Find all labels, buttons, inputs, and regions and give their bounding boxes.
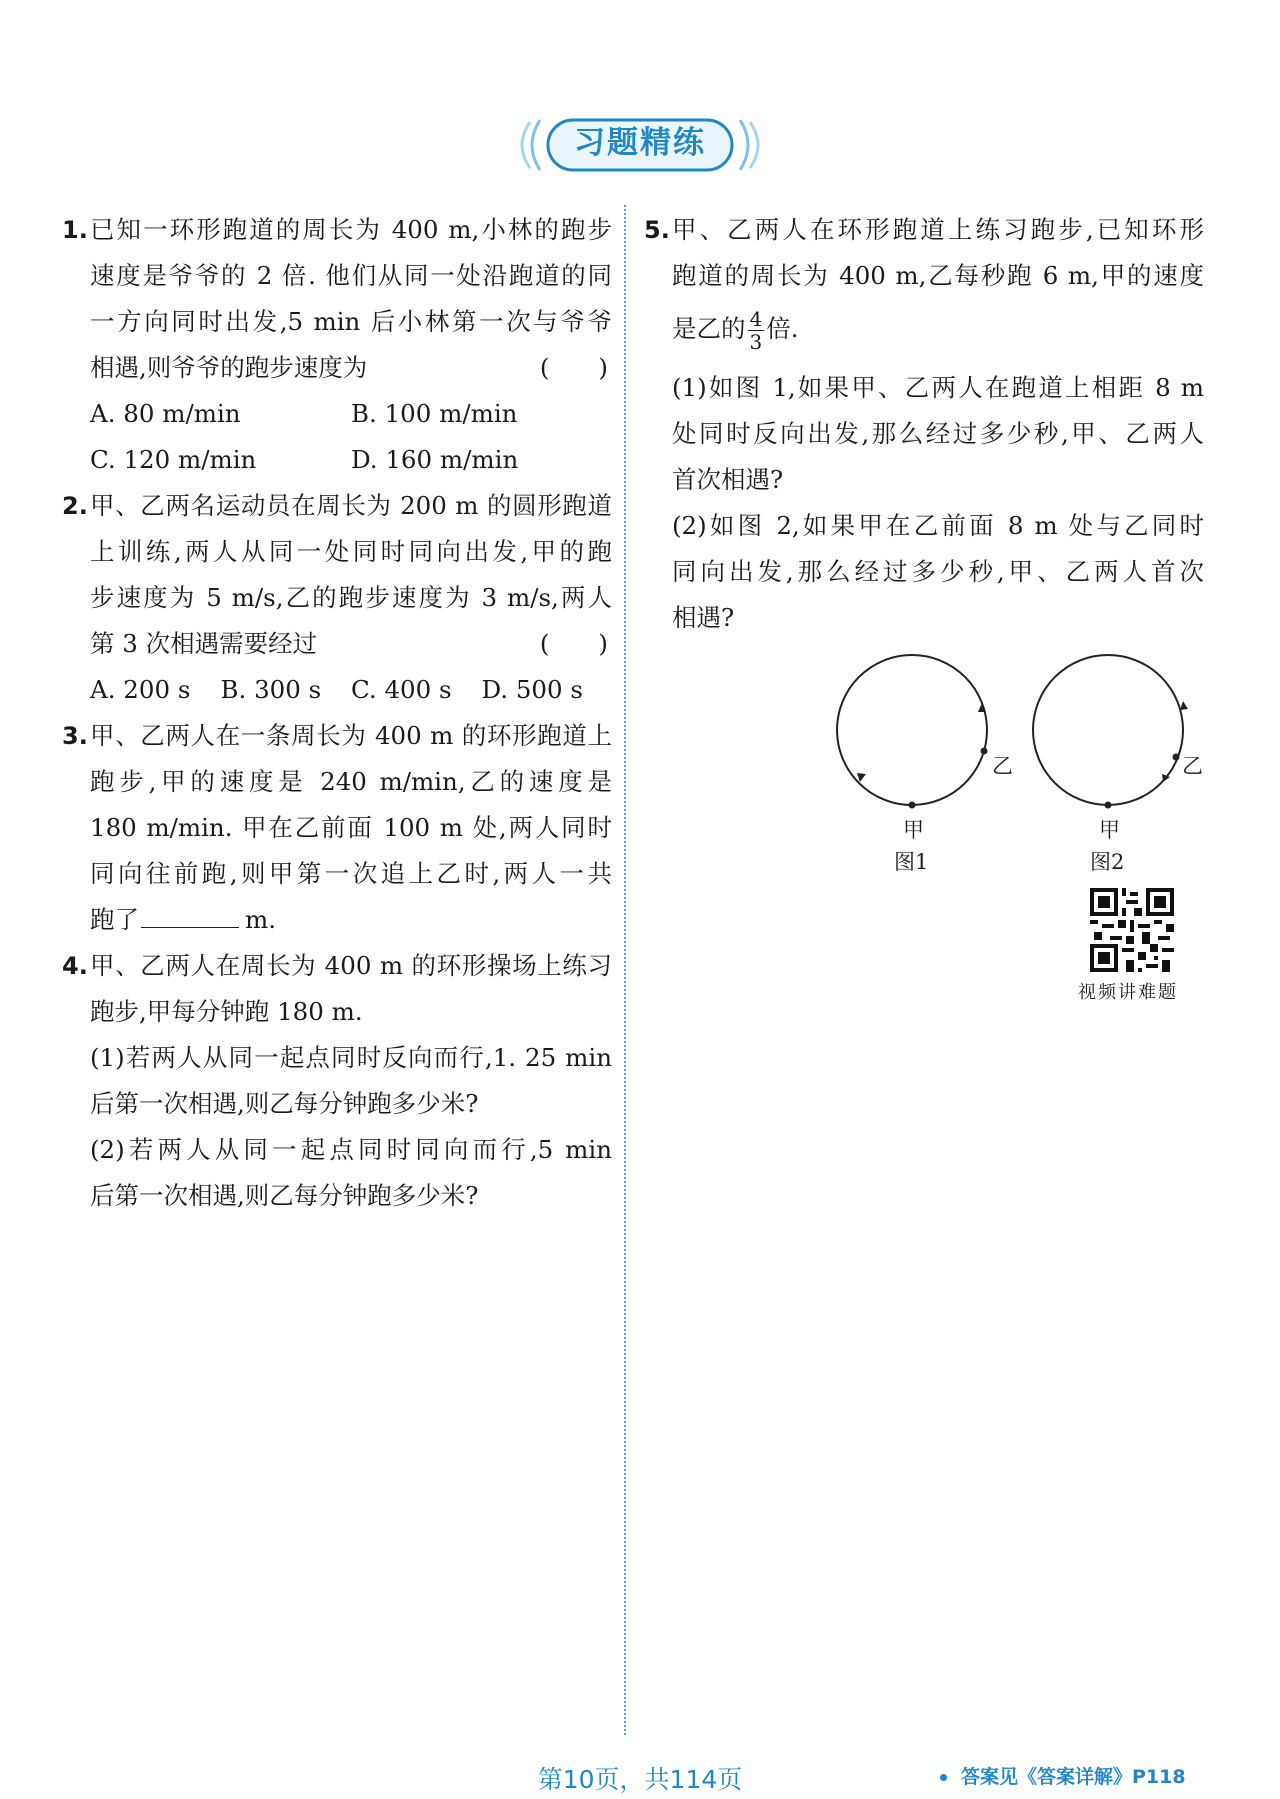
- option-a: A. 80 m/min: [90, 399, 241, 428]
- question-text-line: [90, 345, 612, 391]
- fraction-numerator: 4: [749, 307, 763, 331]
- qr-caption: 视频讲难题: [1078, 982, 1178, 1003]
- question-text-line: 甲、乙两名运动员在周长为 200 m 的圆形跑道: [90, 491, 612, 520]
- question-text-line: 同向往前跑,则甲第一次追上乙时,两人一共: [90, 859, 612, 888]
- subquestion-line: 相遇?: [672, 603, 735, 632]
- answer-parentheses: ( ): [539, 353, 608, 382]
- fill-in-blank: [141, 901, 239, 928]
- label-yi-fig2: 乙: [1182, 754, 1203, 778]
- point-jia-2: [1105, 802, 1112, 809]
- left-column: [62, 207, 612, 1219]
- question-text: 相遇,则爷爷的跑步速度为: [90, 353, 368, 382]
- section-title-banner: [510, 112, 770, 178]
- question-text-line: 甲、乙两人在周长为 400 m 的环形操场上练习: [90, 951, 612, 980]
- label-jia-fig1: 甲: [903, 818, 924, 842]
- subquestion-line: (2)如图 2,如果甲在乙前面 8 m 处与乙同时: [672, 511, 1204, 540]
- question-text-line: 180 m/min. 甲在乙前面 100 m 处,两人同时: [90, 813, 612, 842]
- qr-code-icon[interactable]: [1090, 888, 1174, 972]
- question-text-line: 跑步,甲每分钟跑 180 m.: [90, 997, 363, 1026]
- question-text: 是乙的: [672, 314, 746, 343]
- question-number: 5.: [644, 216, 670, 244]
- point-jia-1: [909, 802, 916, 809]
- arrow-jia-1: [857, 773, 866, 782]
- column-divider: [624, 205, 626, 1735]
- question-number: 4.: [62, 952, 88, 980]
- page-title: 习题精练: [574, 125, 706, 161]
- question-4: [62, 943, 612, 1219]
- figure-2-caption: 图2: [1090, 850, 1125, 874]
- label-jia-fig2: 甲: [1099, 818, 1120, 842]
- option-a: A. 200 s: [90, 675, 191, 704]
- question-text: 倍.: [766, 314, 799, 343]
- options-row: [90, 391, 612, 437]
- question-text: 跑了: [90, 905, 139, 934]
- option-b: B. 300 s: [220, 675, 322, 704]
- question-text: m.: [245, 905, 277, 934]
- fraction: [748, 308, 765, 353]
- subquestion-line: (1)如图 1,如果甲、乙两人在跑道上相距 8 m: [672, 373, 1204, 402]
- figure-1-caption: 图1: [894, 850, 929, 874]
- question-3: [62, 713, 612, 943]
- subquestion-1: [672, 365, 1204, 503]
- question-number: 3.: [62, 722, 88, 750]
- question-text-line: 上训练,两人从同一处同时同向出发,甲的跑: [90, 537, 612, 566]
- question-number: 2.: [62, 492, 88, 520]
- track-figures: [820, 650, 1220, 890]
- subquestion-2: [672, 503, 1204, 641]
- question-text-line: 跑步,甲的速度是 240 m/min,乙的速度是: [90, 767, 612, 796]
- option-c: C. 400 s: [351, 675, 452, 704]
- subquestion-line: 处同时反向出发,那么经过多少秒,甲、乙两人: [672, 419, 1204, 448]
- question-text-line: 步速度为 5 m/s,乙的跑步速度为 3 m/s,两人: [90, 583, 612, 612]
- option-d: D. 160 m/min: [351, 445, 519, 474]
- question-1: [62, 207, 612, 483]
- point-yi-1: [981, 748, 988, 755]
- subquestion-2: (2)若两人从同一起点同时同向而行,5 min: [90, 1135, 612, 1164]
- answer-reference-text: 答案见《答案详解》P118: [961, 1766, 1186, 1788]
- track-diagrams: [820, 650, 1220, 890]
- question-text-line: 甲、乙两人在环形跑道上练习跑步,已知环形: [672, 215, 1204, 244]
- label-yi-fig1: 乙: [992, 754, 1013, 778]
- question-text: 第 3 次相遇需要经过: [90, 629, 318, 658]
- answer-parentheses: ( ): [539, 629, 608, 658]
- point-yi-2: [1173, 754, 1180, 761]
- question-text-line: [672, 299, 1204, 359]
- track-circle-1: [837, 655, 987, 805]
- question-text-line: [90, 621, 612, 667]
- subquestion-line: 首次相遇?: [672, 465, 784, 494]
- question-text-line: 已知一环形跑道的周长为 400 m,小林的跑步: [90, 215, 612, 244]
- question-text-line: 甲、乙两人在一条周长为 400 m 的环形跑道上: [90, 721, 612, 750]
- question-text-line: 一方向同时出发,5 min 后小林第一次与爷爷: [90, 307, 612, 336]
- question-text-line: 速度是爷爷的 2 倍. 他们从同一处沿跑道的同: [90, 261, 612, 290]
- question-text-line: [90, 897, 612, 943]
- question-2: [62, 483, 612, 713]
- arrow-yi-2: [1180, 701, 1188, 710]
- subquestion-1: (1)若两人从同一起点同时反向而行,1. 25 min: [90, 1043, 612, 1072]
- option-d: D. 500 s: [481, 675, 583, 704]
- page-counter: 第10页，共114页: [537, 1765, 743, 1794]
- question-5: [644, 207, 1204, 641]
- question-text-line: 跑道的周长为 400 m,乙每秒跑 6 m,甲的速度: [672, 261, 1204, 290]
- subquestion-1-cont: 后第一次相遇,则乙每分钟跑多少米?: [90, 1089, 479, 1118]
- options-row: [90, 667, 612, 713]
- subquestion-line: 同向出发,那么经过多少秒,甲、乙两人首次: [672, 557, 1204, 586]
- options-row: [90, 437, 612, 483]
- arrow-yi-1: [978, 703, 986, 712]
- option-c: C. 120 m/min: [90, 445, 257, 474]
- fraction-denominator: 3: [749, 330, 763, 354]
- option-b: B. 100 m/min: [351, 399, 518, 428]
- subquestion-2-cont: 后第一次相遇,则乙每分钟跑多少米?: [90, 1181, 479, 1210]
- question-number: 1.: [62, 216, 88, 244]
- track-circle-2: [1033, 655, 1183, 805]
- right-column: [644, 207, 1204, 641]
